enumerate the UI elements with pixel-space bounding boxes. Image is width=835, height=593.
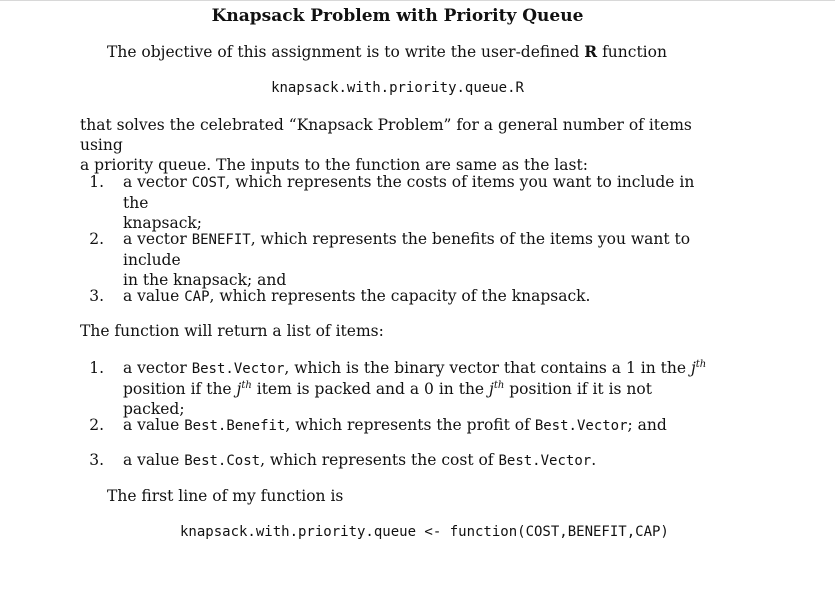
list-number: 2. <box>89 230 104 248</box>
item-line2-c: position if it is not packed; <box>123 380 652 418</box>
item-pre: a vector <box>123 230 192 248</box>
item-pre: a vector <box>123 359 192 377</box>
list-number: 1. <box>89 359 104 377</box>
description-line-1: that solves the celebrated “Knapsack Problem” for a general number of items using <box>80 116 692 154</box>
item-post: ; and <box>627 416 667 434</box>
item-mid: , which represents the profit of <box>285 416 535 434</box>
code-best-benefit: Best.Benefit <box>184 418 286 434</box>
description-line-2: a priority queue. The inputs to the function are same as the last: <box>80 156 588 174</box>
list-text <box>123 286 718 307</box>
list-text <box>123 358 718 419</box>
item-mid: , which is the binary vector that contains a 1 in the <box>284 359 691 377</box>
item-post: , which represents the benefits of the items you want to include <box>123 230 691 269</box>
code-cap: CAP <box>184 289 210 305</box>
intro-paragraph <box>107 42 727 62</box>
page-title: Knapsack Problem with Priority Queue <box>211 6 584 26</box>
item-post: . <box>591 451 597 469</box>
code-best-cost: Best.Cost <box>184 453 261 469</box>
item-pre: a vector <box>123 173 192 191</box>
list-item <box>80 172 720 232</box>
list-item <box>80 450 720 470</box>
filename: knapsack.with.priority.queue.R <box>271 80 524 96</box>
code-best-vector: Best.Vector <box>191 361 285 377</box>
returns-intro: The function will return a list of items: <box>80 322 384 340</box>
superscript-th: th <box>493 379 505 391</box>
math-j: j <box>236 380 242 398</box>
intro-prefix: The objective of this assignment is to write the user-defined <box>107 43 585 61</box>
list-item <box>80 415 720 435</box>
item-line2-a: position if the <box>123 380 237 398</box>
intro-suffix: function <box>597 43 667 61</box>
item-mid: , which represents the cost of <box>260 451 499 469</box>
top-border <box>0 0 835 1</box>
code-line: knapsack.with.priority.queue <- function(COST,BENEFIT,CAP) <box>180 524 669 540</box>
item-line-2: in the knapsack; and <box>123 271 287 289</box>
list-item <box>80 229 720 289</box>
list-text <box>123 229 718 290</box>
list-item <box>80 286 720 306</box>
code-best-vector: Best.Vector <box>498 453 592 469</box>
list-number: 3. <box>89 287 104 305</box>
superscript-th: th <box>241 379 252 391</box>
item-line2-b: item is packed and a 0 in the <box>251 380 490 398</box>
item-post: , which represents the capacity of the knapsack. <box>209 287 591 305</box>
list-text <box>123 415 718 436</box>
code-cost: COST <box>191 175 226 191</box>
code-benefit: BENEFIT <box>191 232 251 248</box>
r-language: R <box>584 42 598 61</box>
list-number: 2. <box>89 416 104 434</box>
item-pre: a value <box>123 451 185 469</box>
item-pre: a value <box>123 416 185 434</box>
item-post: , which represents the costs of items you want to include in the <box>123 173 695 212</box>
math-j: j <box>690 359 696 377</box>
item-pre: a value <box>123 287 185 305</box>
math-j: j <box>489 380 494 398</box>
list-number: 1. <box>89 173 104 191</box>
description-paragraph <box>80 115 720 175</box>
list-item <box>80 358 720 418</box>
code-best-vector: Best.Vector <box>534 418 628 434</box>
item-line-2: knapsack; <box>123 214 203 232</box>
list-text <box>123 172 718 233</box>
list-number: 3. <box>89 451 104 469</box>
first-line-intro: The first line of my function is <box>107 487 344 505</box>
list-text <box>123 450 718 471</box>
superscript-th: th <box>695 358 707 370</box>
